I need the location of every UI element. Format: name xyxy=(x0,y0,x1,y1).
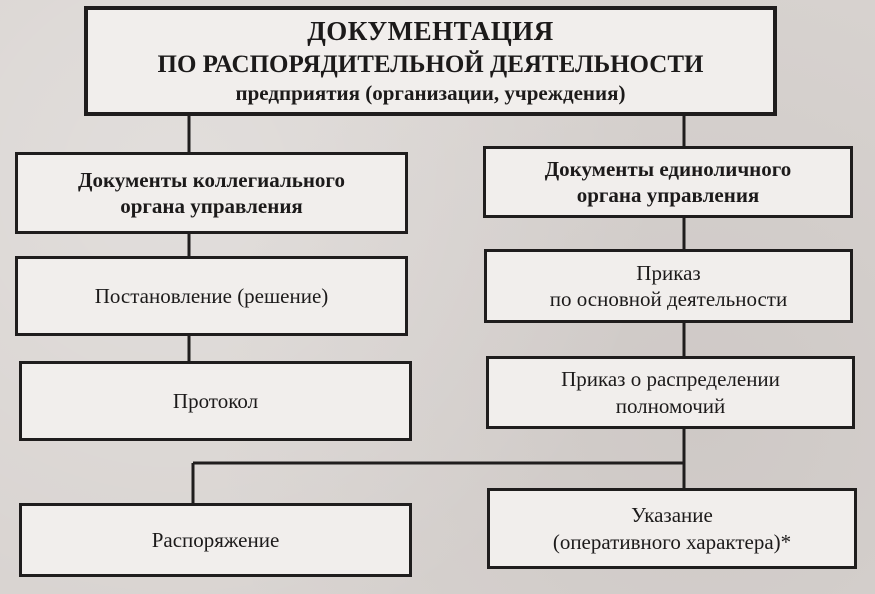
left-item-resolution-label: Постановление (решение) xyxy=(94,283,329,308)
left-item-protocol xyxy=(19,361,412,441)
right-heading-line2: органа управления xyxy=(576,183,760,207)
left-heading-line2: органа управления xyxy=(120,194,303,218)
root-title: ДОКУМЕНТАЦИЯ xyxy=(307,16,554,47)
right-heading-line1: Документы единоличного xyxy=(544,156,792,181)
right-item-main-order xyxy=(484,249,853,323)
left-heading-line1: Документы коллегиального xyxy=(78,167,345,192)
right-item-instruction-line2: (оперативного характера)* xyxy=(552,529,792,554)
root-caption: предприятия (организации, учреждения) xyxy=(235,81,626,106)
right-item-authority-order-line1: Приказ о распределении xyxy=(561,367,780,392)
right-item-authority-order-line2: полномочий xyxy=(615,393,726,418)
right-heading-box xyxy=(483,146,853,218)
left-item-resolution xyxy=(15,256,408,336)
right-item-instruction-line1: Указание xyxy=(631,503,713,528)
left-item-directive-label: Распоряжение xyxy=(151,527,280,552)
right-item-main-order-line1: Приказ xyxy=(636,260,701,285)
root-box xyxy=(84,6,777,116)
right-item-authority-order xyxy=(486,356,855,429)
left-item-protocol-label: Протокол xyxy=(172,388,259,413)
left-heading-box xyxy=(15,152,408,234)
right-item-instruction xyxy=(487,488,857,569)
left-item-directive xyxy=(19,503,412,577)
root-subtitle: ПО РАСПОРЯДИТЕЛЬНОЙ ДЕЯТЕЛЬНОСТИ xyxy=(157,51,704,79)
right-item-main-order-line2: по основной деятельности xyxy=(549,287,788,311)
